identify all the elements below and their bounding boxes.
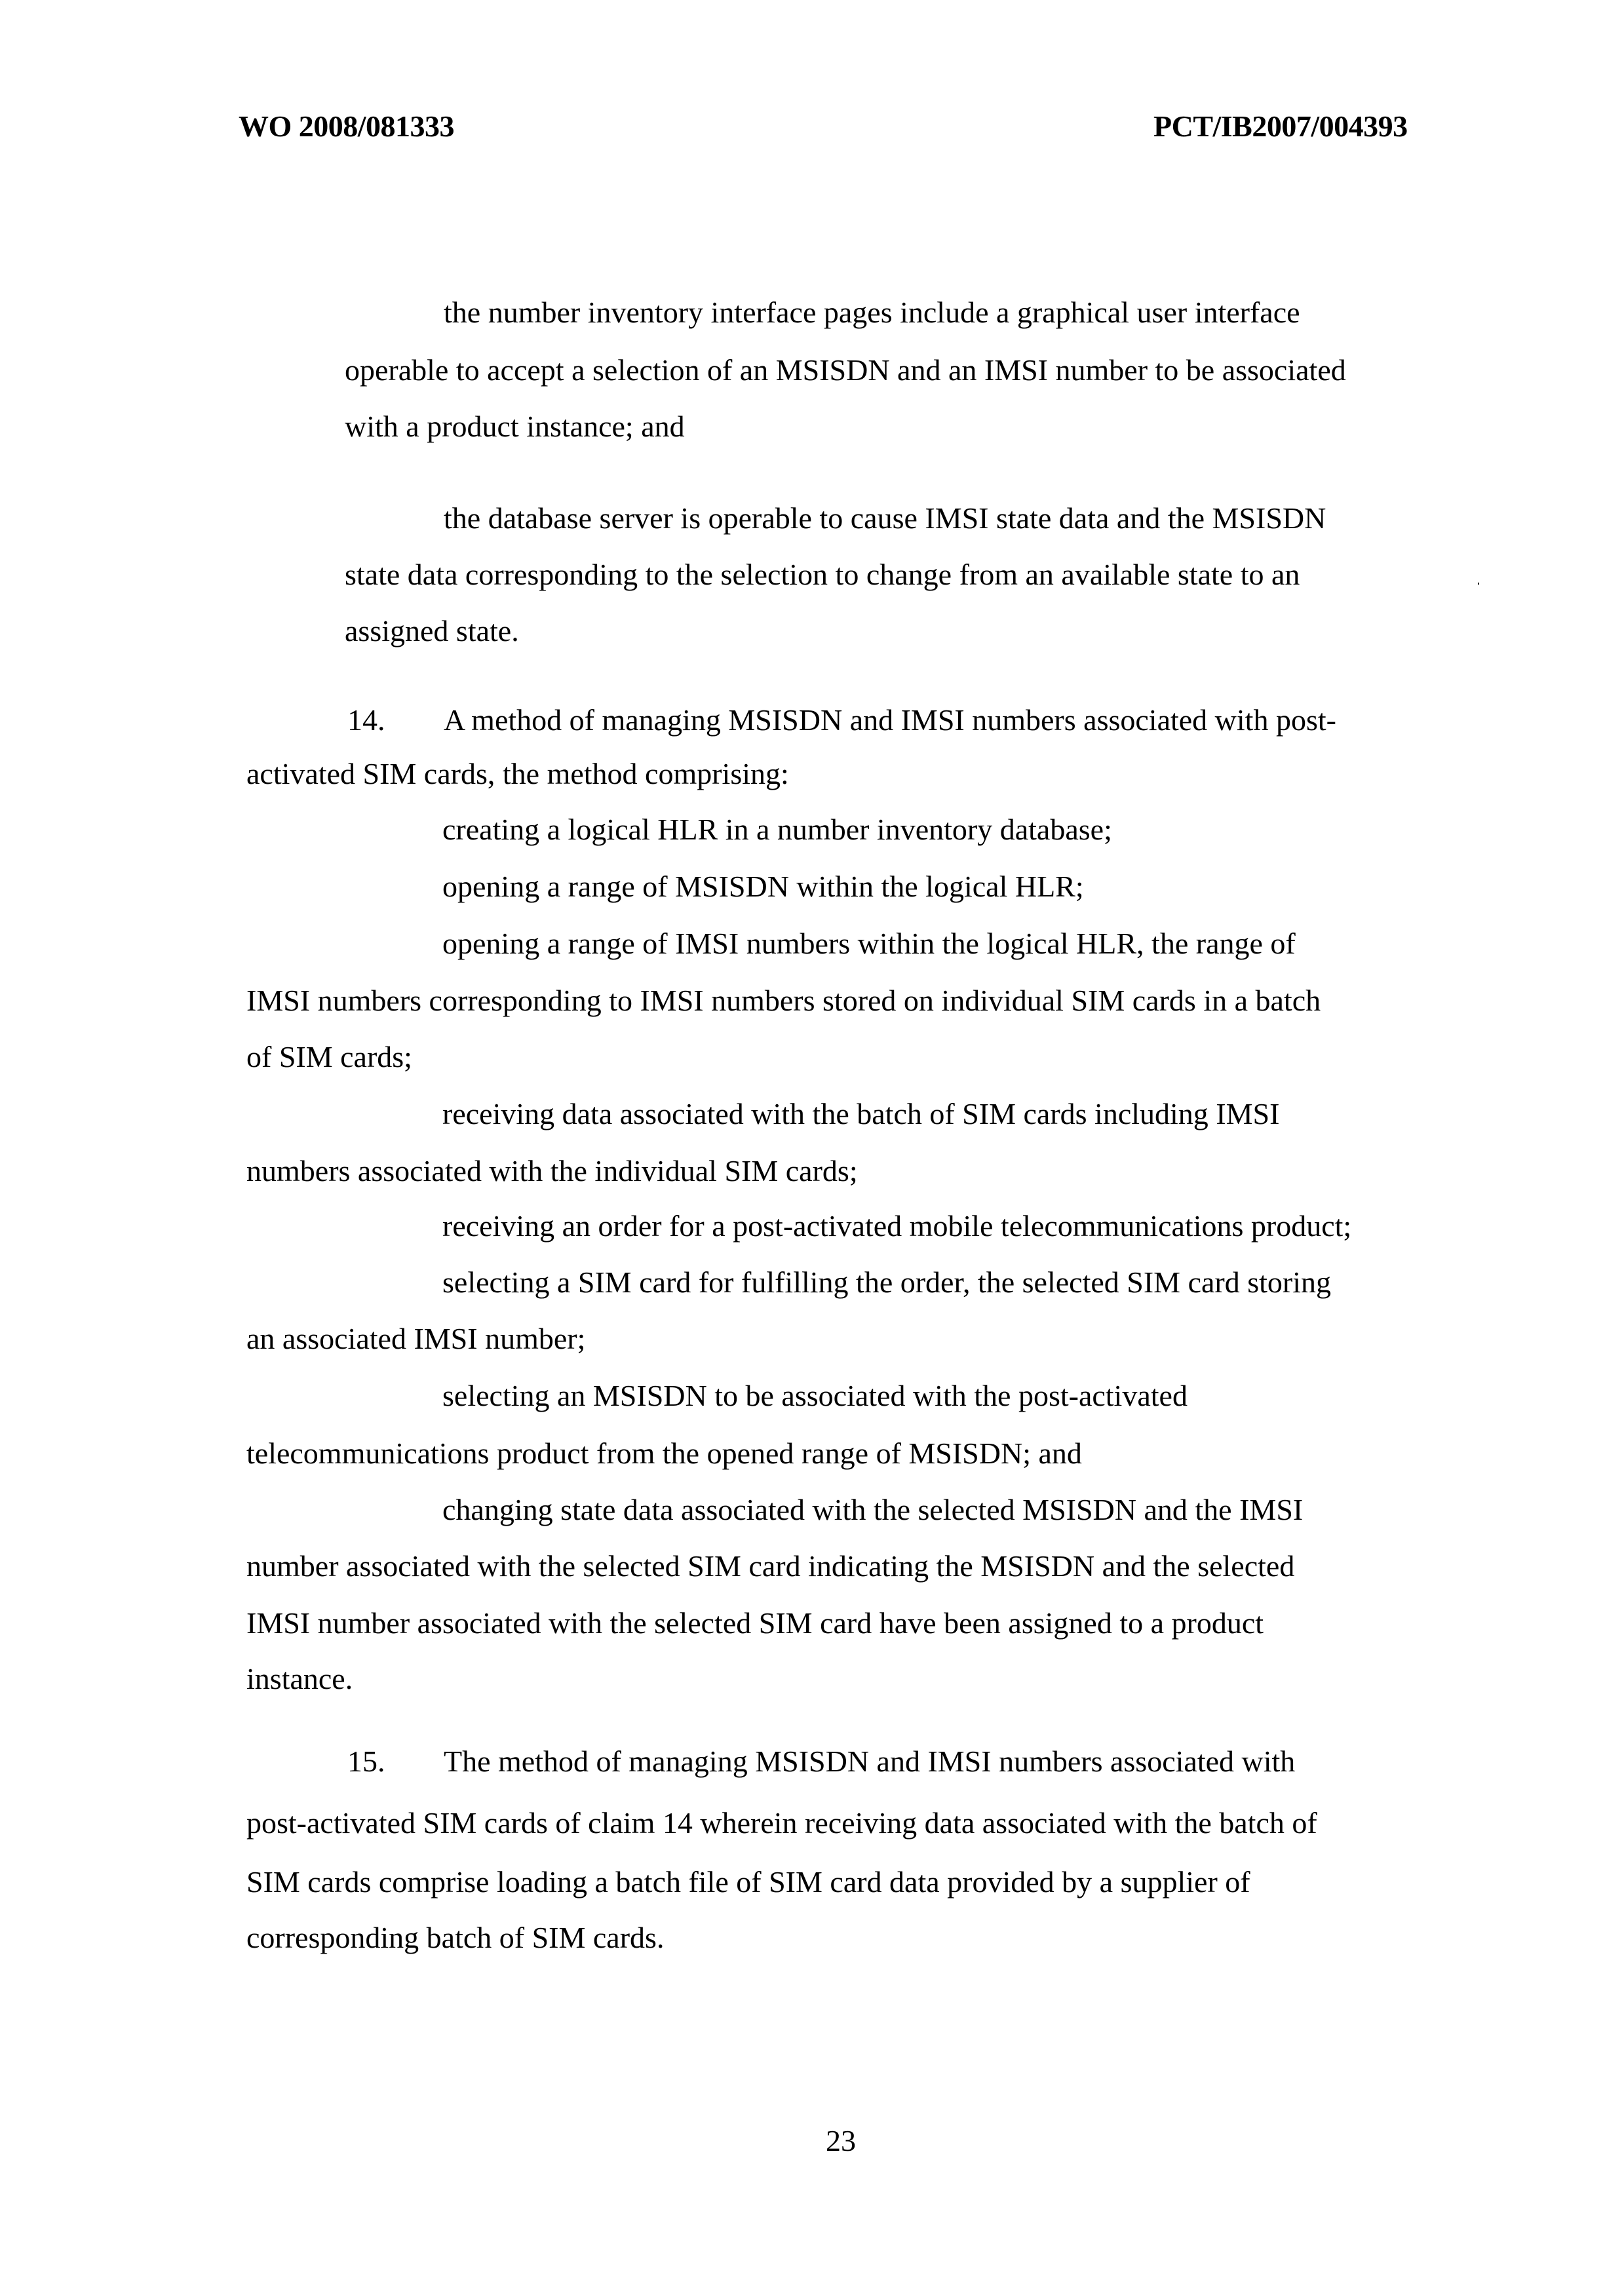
claim-line: activated SIM cards, the method comprising: [246,757,789,790]
claim-step: receiving data associated with the batch of SIM cards including IMSI [442,1097,1280,1130]
claim-line: corresponding batch of SIM cards. [246,1921,665,1954]
page-number: 23 [826,2124,856,2157]
claim-line: IMSI numbers corresponding to IMSI numbers stored on individual SIM cards in a batch [246,984,1321,1017]
publication-number: WO 2008/081333 [239,109,455,143]
text-line: the database server is operable to cause IMSI state data and the MSISDN [444,501,1326,535]
claim-line: of SIM cards; [246,1040,412,1073]
claim-number: 14. [347,703,385,737]
claim-line: IMSI number associated with the selected SIM card have been assigned to a product [246,1606,1264,1640]
claim-line: an associated IMSI number; [246,1322,586,1355]
claim-step: opening a range of MSISDN within the logical HLR; [442,870,1084,903]
text-line: state data corresponding to the selection to change from an available state to an [345,558,1300,591]
claim-step: receiving an order for a post-activated mobile telecommunications product; [442,1209,1352,1243]
claim-number: 15. [347,1745,385,1778]
claim-line: telecommunications product from the opened range of MSISDN; and [246,1437,1082,1470]
claim-step: changing state data associated with the selected MSISDN and the IMSI [442,1493,1304,1526]
claim-step: selecting an MSISDN to be associated with the post-activated [442,1379,1188,1412]
claim-line: The method of managing MSISDN and IMSI numbers associated with [444,1745,1296,1778]
scan-speck [1478,583,1479,585]
claim-step: opening a range of IMSI numbers within the logical HLR, the range of [442,927,1296,960]
claim-line: number associated with the selected SIM card indicating the MSISDN and the selected [246,1549,1295,1583]
claim-line: post-activated SIM cards of claim 14 wherein receiving data associated with the batch of [246,1806,1317,1840]
text-line: operable to accept a selection of an MSISDN and an IMSI number to be associated [345,353,1346,387]
text-line: assigned state. [345,614,519,647]
application-number: PCT/IB2007/004393 [1153,109,1408,143]
text-line: with a product instance; and [345,410,685,443]
claim-line: numbers associated with the individual SIM cards; [246,1154,858,1187]
claim-step: selecting a SIM card for fulfilling the order, the selected SIM card storing [442,1265,1332,1299]
claim-line: SIM cards comprise loading a batch file of SIM card data provided by a supplier of [246,1865,1250,1899]
text-line: the number inventory interface pages include a graphical user interface [444,296,1300,329]
claim-step: creating a logical HLR in a number inventory database; [442,813,1112,846]
claim-line: A method of managing MSISDN and IMSI numbers associated with post- [444,703,1336,737]
claim-line: instance. [246,1662,353,1695]
